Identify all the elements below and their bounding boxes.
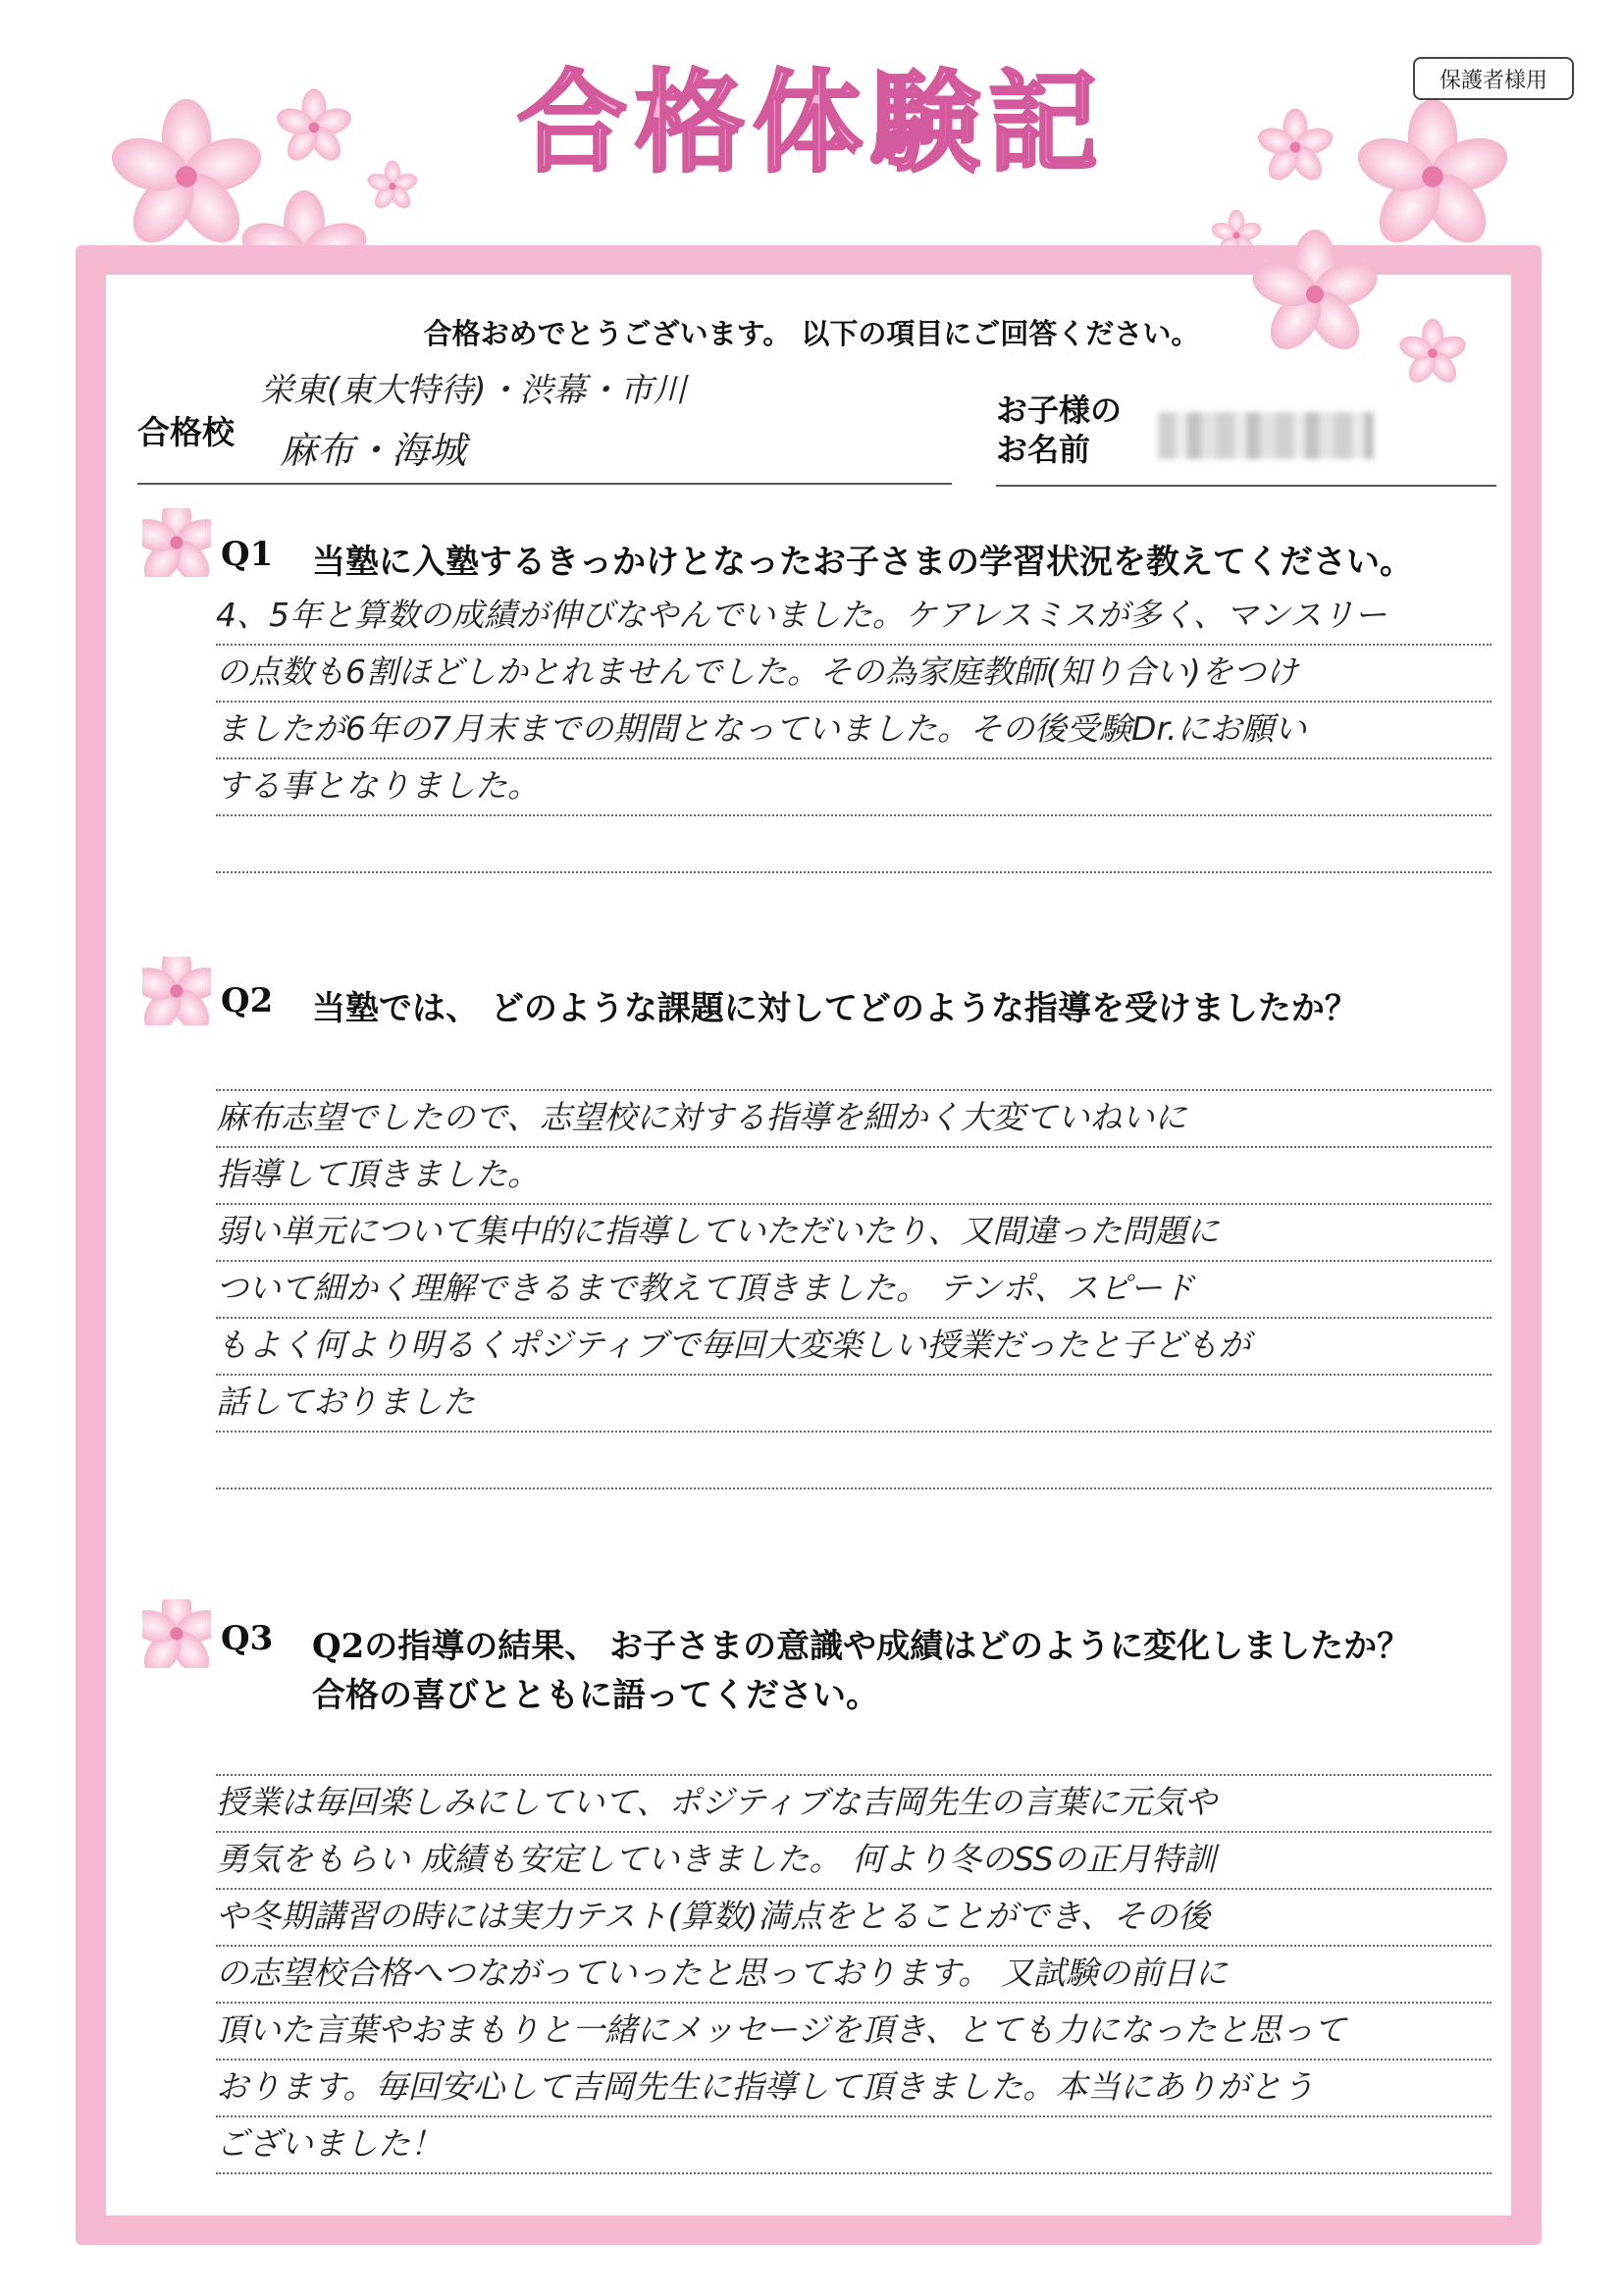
redacted-name	[1158, 412, 1374, 459]
answer-line: おります。毎回安心して吉岡先生に指導して頂きました。本当にありがとう	[216, 2061, 1492, 2117]
answer-line: ついて細かく理解できるまで教えて頂きました。 テンポ、スピード	[216, 1262, 1492, 1319]
child-name-label-line1: お子様の	[996, 391, 1123, 429]
q1-answer	[216, 589, 1492, 873]
instruction-text: 合格おめでとうございます。 以下の項目にご回答ください。	[423, 317, 1200, 350]
q3-answer	[216, 1776, 1492, 2174]
answer-line	[216, 1433, 1492, 1489]
answer-line: の点数も6割ほどしかとれませんでした。その為家庭教師(知り合い)をつけ	[216, 646, 1492, 703]
q3-number: Q3	[221, 1619, 274, 1658]
school-line-1: 栄東(東大特待)・渋幕・市川	[260, 371, 687, 410]
answer-line: や冬期講習の時には実力テスト(算数)満点をとることができ、その後	[216, 1890, 1492, 1947]
cherry-blossom-overlap-icon	[1217, 147, 1492, 402]
q2-answer	[216, 1091, 1492, 1489]
school-line-2: 麻布・海城	[280, 429, 467, 472]
answer-line: 勇気をもらい 成績も安定していきました。 何より冬のSSの正月特訓	[216, 1833, 1492, 1890]
answer-line: 授業は毎回楽しみにしていて、ポジティブな吉岡先生の言葉に元気や	[216, 1776, 1492, 1833]
answer-line: 指導して頂きました。	[216, 1148, 1492, 1205]
answer-line: ましたが6年の7月末までの期間となっていました。その後受験Dr.にお願い	[216, 703, 1492, 759]
q2-blossom-icon	[142, 957, 211, 1025]
q1-number: Q1	[221, 535, 274, 574]
child-name-underline	[996, 485, 1496, 487]
child-name-label-line2: お名前	[996, 431, 1091, 468]
q3-question-line1: Q2の指導の結果、 お子さまの意識や成績はどのように変化しましたか？	[312, 1627, 1411, 1666]
answer-line: 頂いた言葉やおまもりと一緒にメッセージを頂き、とても力になったと思って	[216, 2004, 1492, 2061]
answer-line: 話しておりました	[216, 1376, 1492, 1433]
q2-number: Q2	[221, 981, 274, 1020]
answer-line: ございました！	[216, 2117, 1492, 2174]
answer-line	[216, 816, 1492, 873]
answer-line: もよく何より明るくポジティブで毎回大変楽しい授業だったと子どもが	[216, 1319, 1492, 1376]
q3-blossom-icon	[142, 1599, 211, 1668]
answer-line: の志望校合格へつながっていったと思っております。 又試験の前日に	[216, 1947, 1492, 2004]
answer-line: 麻布志望でしたので、志望校に対する指導を細かく大変ていねいに	[216, 1091, 1492, 1148]
page-title: 合格体験記	[517, 60, 1106, 187]
school-label: 合格校	[137, 413, 235, 451]
answer-line: 弱い単元について集中的に指導していただいたり、又間違った問題に	[216, 1205, 1492, 1262]
answer-line: する事となりました。	[216, 759, 1492, 816]
school-underline	[137, 483, 952, 485]
q1-blossom-icon	[142, 508, 211, 577]
q2-question: 当塾では、 どのような課題に対してどのような指導を受けましたか？	[312, 989, 1358, 1028]
answer-line: 4、5年と算数の成績が伸びなやんでいました。ケアレスミスが多く、マンスリー	[216, 589, 1492, 646]
child-name-label	[996, 391, 1122, 469]
q1-question: 当塾に入塾するきっかけとなったお子さまの学習状況を教えてください。	[312, 543, 1413, 582]
parent-use-badge: 保護者様用	[1413, 57, 1574, 100]
q3-question-line2: 合格の喜びとともに語ってください。	[312, 1676, 879, 1715]
